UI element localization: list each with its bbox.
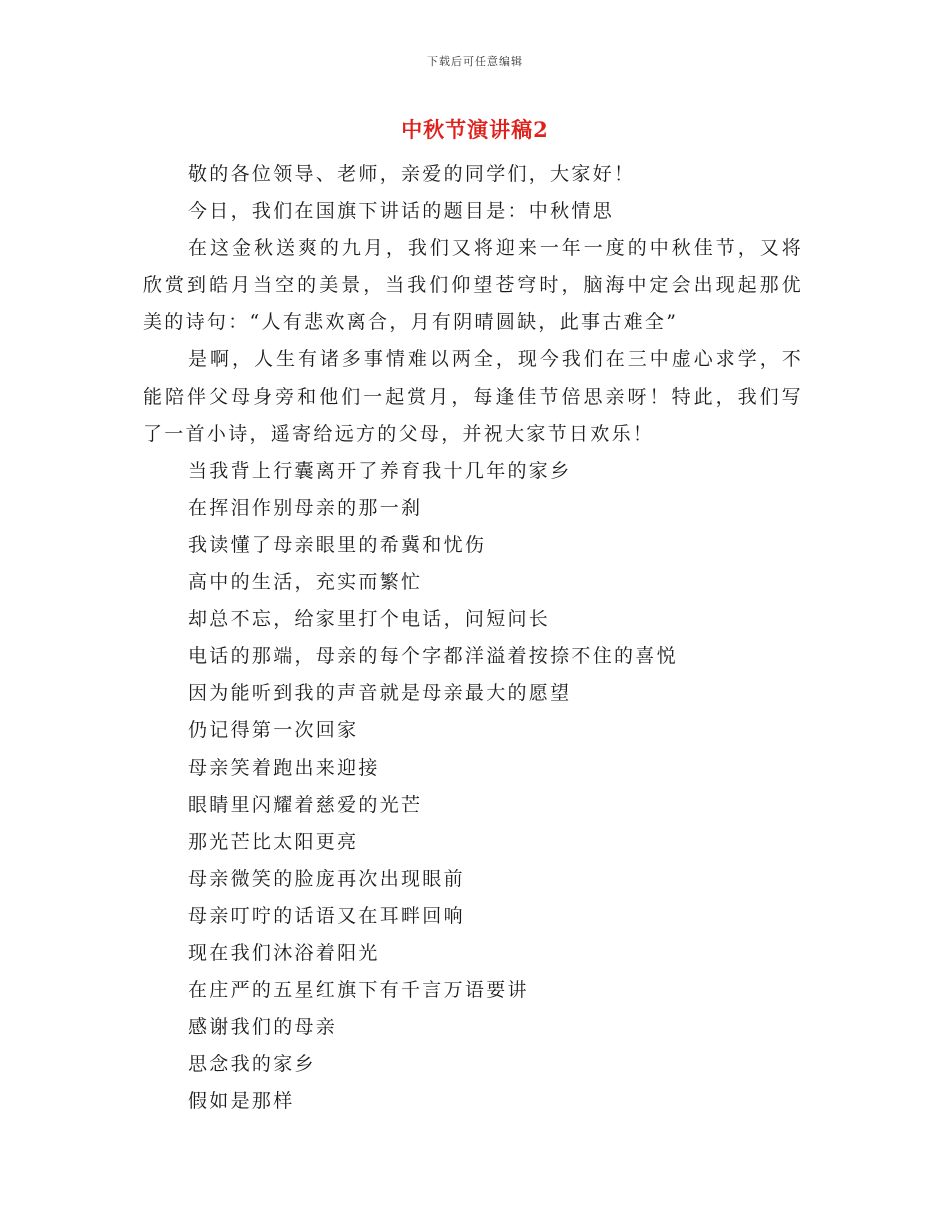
poem-line: 现在我们沐浴着阳光 xyxy=(188,941,380,964)
poem-line: 假如是那样 xyxy=(188,1090,295,1113)
poem-line: 眼睛里闪耀着慈爱的光芒 xyxy=(188,793,423,816)
poem-line: 高中的生活，充实而繁忙 xyxy=(188,571,423,594)
poem-line: 思念我的家乡 xyxy=(188,1053,316,1076)
paragraph: 敬的各位领导、老师，亲爱的同学们，大家好！ xyxy=(188,163,636,185)
document-title: 中秋节演讲稿2 xyxy=(401,117,549,142)
document-body xyxy=(143,156,803,1120)
header-note: 下载后可任意编辑 xyxy=(427,55,523,68)
poem-line: 我读懂了母亲眼里的希冀和忧伤 xyxy=(188,533,487,556)
poem-line: 当我背上行囊离开了养育我十几年的家乡 xyxy=(188,459,572,482)
paragraph: 是啊，人生有诸多事情难以两全，现今我们在三中虚心求学，不能陪伴父母身旁和他们一起赏月，每逢佳节倍思亲呀！特此，我们写了一首小诗，遥寄给远方的父母，并祝大家节日欢乐！ xyxy=(143,348,803,445)
poem-line: 因为能听到我的声音就是母亲最大的愿望 xyxy=(188,682,572,705)
poem-line: 母亲微笑的脸庞再次出现眼前 xyxy=(188,867,465,890)
paragraph: 在这金秋送爽的九月，我们又将迎来一年一度的中秋佳节，又将欣赏到皓月当空的美景，当我们仰望苍穹时，脑海中定会出现起那优美的诗句：“人有悲欢离合，月有阴晴圆缺，此事古难全” xyxy=(143,237,803,334)
poem-line: 感谢我们的母亲 xyxy=(188,1016,338,1039)
poem-line: 却总不忘，给家里打个电话，问短问长 xyxy=(188,608,551,631)
poem-line: 在庄严的五星红旗下有千言万语要讲 xyxy=(188,979,529,1002)
poem-line: 母亲笑着跑出来迎接 xyxy=(188,756,380,779)
paragraph: 今日，我们在国旗下讲话的题目是：中秋情思 xyxy=(188,200,615,223)
poem-line: 那光芒比太阳更亮 xyxy=(188,830,359,853)
poem-line: 在挥泪作别母亲的那一刹 xyxy=(188,496,423,519)
poem-line: 母亲叮咛的话语又在耳畔回响 xyxy=(188,904,465,927)
poem-line: 电话的那端，母亲的每个字都洋溢着按捺不住的喜悦 xyxy=(188,645,678,668)
poem-line: 仍记得第一次回家 xyxy=(188,719,359,742)
